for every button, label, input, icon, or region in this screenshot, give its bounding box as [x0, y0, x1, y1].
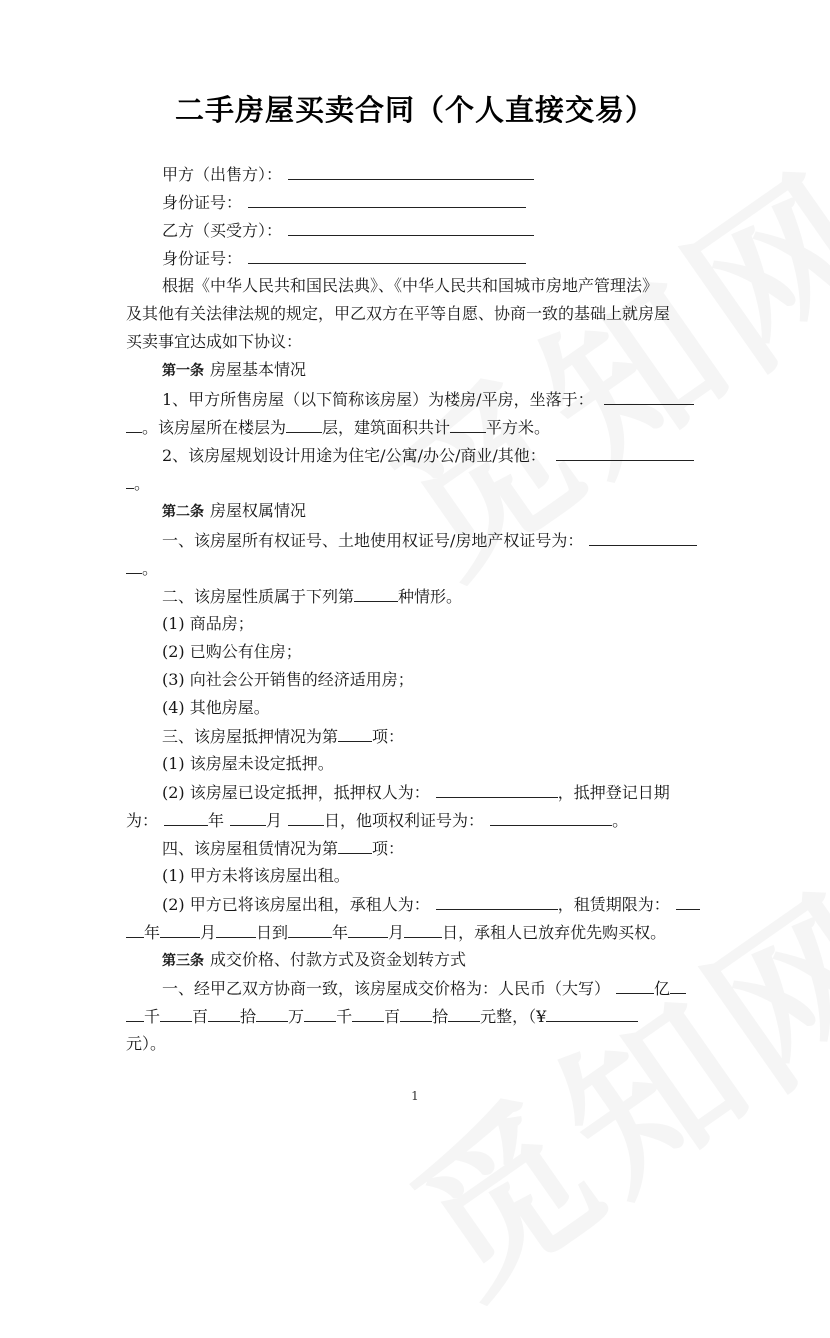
clause-text: 年	[332, 923, 349, 942]
lease-blank[interactable]	[676, 894, 700, 910]
buyer-label: 乙方（买受方）：	[162, 221, 283, 240]
clause-text: 。	[612, 811, 629, 830]
usage-blank[interactable]	[556, 445, 694, 461]
other-rights-blank[interactable]	[490, 810, 612, 826]
preamble-line: 及其他有关法律法规的规定，甲乙双方在平等自愿、协商一致的基础上就房屋	[126, 304, 671, 323]
clause-text: 二、该房屋性质属于下列第	[162, 587, 355, 606]
article-1-heading	[162, 360, 306, 381]
clause-text: 日到	[256, 923, 289, 942]
article-number: 第二条	[162, 504, 204, 520]
clause-text: 一、该房屋所有权证号、土地使用权证号/房地产权证号为：	[162, 531, 584, 550]
seller-id-row	[162, 192, 526, 213]
clause-row	[126, 417, 550, 438]
page-number: 1	[411, 1089, 419, 1103]
location-blank-cont[interactable]	[126, 417, 142, 433]
buyer-id-label: 身份证号：	[162, 249, 243, 268]
price-shi2-blank[interactable]	[400, 1006, 432, 1022]
seller-blank[interactable]	[288, 164, 534, 180]
clause-text: 项：	[372, 839, 405, 858]
mortgage-day-blank[interactable]	[288, 810, 324, 826]
option-item: (3) 向社会公开销售的经济适用房；	[162, 670, 414, 689]
certificate-blank[interactable]	[589, 530, 697, 546]
lease-end-month-blank[interactable]	[348, 922, 388, 938]
price-wan-blank[interactable]	[256, 1006, 288, 1022]
option-item: (2) 已购公有住房；	[162, 642, 302, 661]
clause-text: 平方米。	[486, 418, 551, 437]
clause-text: 。	[134, 474, 151, 493]
clause-text: 日，他项权利证号为：	[324, 811, 485, 830]
floor-blank[interactable]	[286, 417, 322, 433]
article-title: 房屋基本情况	[210, 360, 307, 379]
buyer-blank[interactable]	[288, 220, 534, 236]
clause-text: 百	[192, 1007, 209, 1026]
article-2-heading	[162, 501, 306, 522]
clause-row	[126, 922, 666, 943]
lease-end-day-blank[interactable]	[404, 922, 442, 938]
clause-text: 月	[388, 923, 405, 942]
tenant-blank[interactable]	[436, 894, 558, 910]
price-qian2-blank[interactable]	[304, 1006, 336, 1022]
lease-start-month-blank[interactable]	[160, 922, 200, 938]
clause-row	[162, 586, 462, 607]
option-item: (1) 该房屋未设定抵押。	[162, 754, 334, 773]
clause-text: 亿	[654, 979, 671, 998]
article-title: 成交价格、付款方式及资金划转方式	[210, 950, 467, 969]
clause-row	[126, 810, 628, 831]
area-blank[interactable]	[450, 417, 486, 433]
clause-row	[126, 1034, 166, 1054]
buyer-id-blank[interactable]	[248, 248, 526, 264]
seller-id-label: 身份证号：	[162, 193, 243, 212]
clause-row	[126, 473, 150, 494]
clause-text: 元）。	[126, 1034, 167, 1053]
lease-item-blank[interactable]	[338, 838, 372, 854]
clause-text: 百	[384, 1007, 401, 1026]
clause-row	[162, 894, 700, 915]
seller-row	[162, 164, 534, 185]
buyer-id-row	[162, 248, 526, 269]
clause-text: 四、该房屋租赁情况为第	[162, 839, 339, 858]
usage-blank-cont[interactable]	[126, 473, 134, 489]
lease-start-day-blank[interactable]	[216, 922, 256, 938]
clause-text: 1、甲方所售房屋（以下简称该房屋）为楼房/平房，坐落于：	[162, 390, 594, 409]
seller-id-blank[interactable]	[248, 192, 526, 208]
clause-text: 层，建筑面积共计	[322, 418, 451, 437]
clause-text: 拾	[432, 1007, 449, 1026]
certificate-blank-cont[interactable]	[126, 558, 142, 574]
clause-row	[162, 445, 694, 466]
clause-text: 月	[200, 923, 217, 942]
clause-text: 年	[144, 923, 161, 942]
clause-text: 2、该房屋规划设计用途为住宅/公寓/办公/商业/其他：	[162, 446, 546, 465]
clause-text: 月	[266, 811, 283, 830]
clause-text: 千	[336, 1007, 353, 1026]
clause-row	[126, 558, 158, 579]
clause-text: 项：	[372, 727, 405, 746]
price-qian-blank[interactable]	[670, 978, 686, 994]
mortgage-year-blank[interactable]	[164, 810, 208, 826]
article-3-heading	[162, 950, 466, 971]
lease-end-year-blank[interactable]	[288, 922, 332, 938]
clause-text: 种情形。	[398, 587, 463, 606]
price-bai-blank[interactable]	[160, 1006, 192, 1022]
price-yuan-blank[interactable]	[448, 1006, 480, 1022]
option-item: (4) 其他房屋。	[162, 698, 270, 717]
price-shi-blank[interactable]	[208, 1006, 240, 1022]
clause-row	[162, 389, 694, 410]
location-blank[interactable]	[604, 389, 694, 405]
clause-row	[162, 530, 697, 551]
article-number: 第一条	[162, 363, 204, 379]
clause-text: 一、经甲乙双方协商一致，该房屋成交价格为：人民币（大写）	[162, 979, 611, 998]
price-numeric-blank[interactable]	[546, 1006, 638, 1022]
clause-text: 千	[144, 1007, 161, 1026]
clause-row	[162, 782, 670, 803]
lease-start-year-blank[interactable]	[126, 922, 144, 938]
clause-text: 拾	[240, 1007, 257, 1026]
price-qian-blank-cont[interactable]	[126, 1006, 144, 1022]
article-title: 房屋权属情况	[210, 501, 307, 520]
clause-text: 日，承租人已放弃优先购买权。	[442, 923, 667, 942]
clause-text: (2) 该房屋已设定抵押，抵押权人为：	[162, 783, 430, 802]
clause-text: 万	[288, 1007, 305, 1026]
clause-text: 。	[142, 559, 159, 578]
clause-text: 为：	[126, 811, 159, 830]
clause-text: (2) 甲方已将该房屋出租，承租人为：	[162, 895, 430, 914]
price-bai2-blank[interactable]	[352, 1006, 384, 1022]
preamble-line: 买卖事宜达成如下协议：	[126, 332, 303, 351]
clause-row	[162, 838, 404, 859]
article-number: 第三条	[162, 953, 204, 969]
seller-label: 甲方（出售方）：	[162, 165, 283, 184]
mortgage-month-blank[interactable]	[230, 810, 266, 826]
clause-row	[162, 978, 686, 999]
clause-text: 。该房屋所在楼层为	[142, 418, 287, 437]
clause-text: ，租赁期限为：	[557, 895, 670, 914]
price-yi-blank[interactable]	[616, 978, 654, 994]
clause-row	[162, 726, 404, 747]
clause-text: 三、该房屋抵押情况为第	[162, 727, 339, 746]
property-type-blank[interactable]	[354, 586, 398, 602]
clause-text: 元整，（¥	[480, 1007, 547, 1026]
mortgage-item-blank[interactable]	[338, 726, 372, 742]
buyer-row	[162, 220, 534, 241]
option-item: (1) 甲方未将该房屋出租。	[162, 866, 350, 885]
preamble-line: 根据《中华人民共和国民法典》、《中华人民共和国城市房地产管理法》	[162, 276, 659, 295]
mortgagee-blank[interactable]	[436, 782, 558, 798]
clause-row	[126, 1006, 638, 1027]
clause-text: ，抵押登记日期	[557, 783, 670, 802]
document-title: 二手房屋买卖合同（个人直接交易）	[174, 93, 655, 127]
clause-text: 年	[208, 811, 225, 830]
option-item: (1) 商品房；	[162, 614, 254, 633]
